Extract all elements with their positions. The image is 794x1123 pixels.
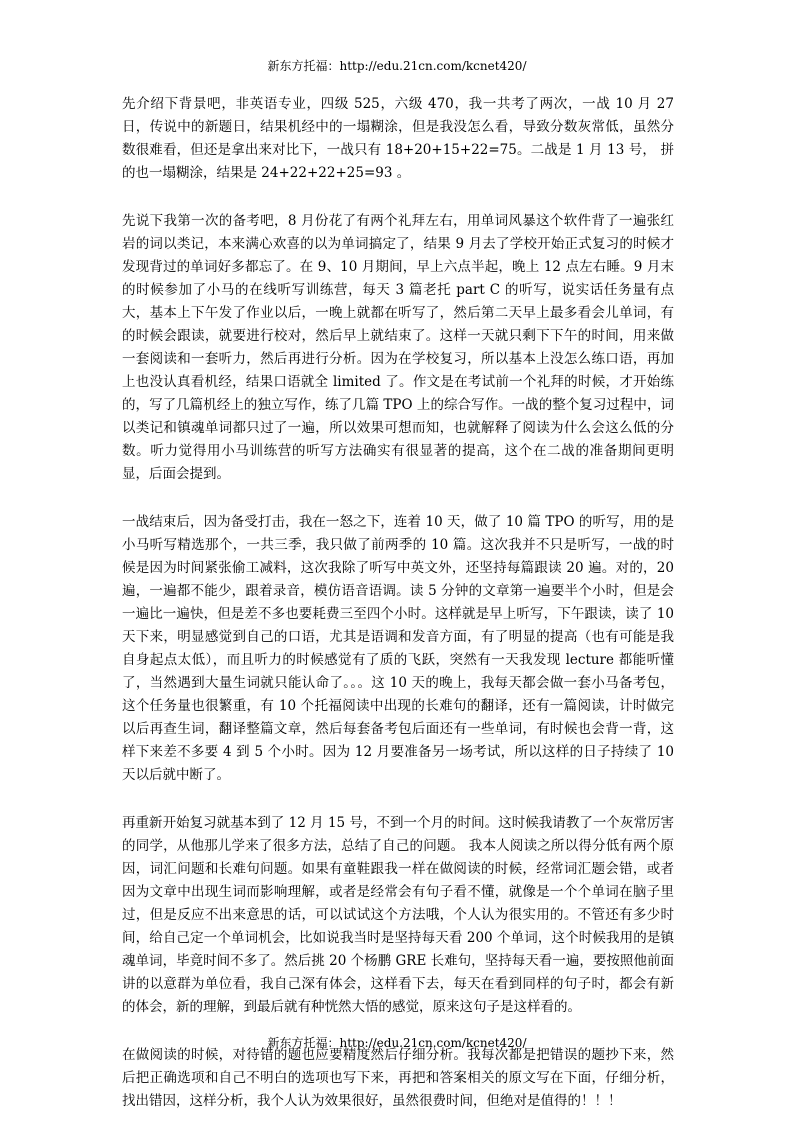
paragraph-first-attempt: 先说下我第一次的备考吧，8 月份花了有两个礼拜左右，用单词风暴这个软件背了一遍张红岩的词以类记，本来满心欢喜的以为单词搞定了，结果 9 月去了学校开始正式复习的时候才发现背过的单词好多都忘了。在 9、10 月期间，早上六点半起，晚上 12 点左右睡。9 月末的时候参加了小马的在线听写训练营，每天 3 篇老托 part C 的听写，说实话任务量有点大，基本上下午发了作业以后，一晚上就都在听写了，然后第二天早上最多看会儿单词，有的时候会跟读，就要进行校对，然后早上就结束了。这样一天就只剩下下午的时间，用来做一套阅读和一套听力，然后再进行分析。因为在学校复习，所以基本上没怎么练口语，再加上也没认真看机经，结果口语就全 limited 了。作文是在考试前一个礼拜的时候，才开始练的，写了几篇机经上的独立写作，练了几篇 TPO 上的综合写作。一战的整个复习过程中，词以类记和镇魂单词都只过了一遍，所以效果可想而知，也就解释了阅读为什么会这么低的分数。听力觉得用小马训练营的听写方法确实有很显著的提高，这个在二战的准备期间更明显，后面会提到。: [122, 213, 674, 482]
paragraph-restart-review: 再重新开始复习就基本到了 12 月 15 号，不到一个月的时间。这时候我请教了一个灰常厉害的同学，从他那儿学来了很多方法，总结了自己的问题。 我本人阅读之所以得分低有两个原因，词汇问题和长难句问题。如果有童鞋跟我一样在做阅读的时候，经常词汇题会错，或者因为文章中出现生词而影响理解，或者是经常会有句子看不懂，就像是一个个单词在脑子里过，但是反应不出来意思的话，可以试试这个方法哦，个人认为很实用的。不管还有多少时间，给自己定一个单词机会，比如说我当时是坚持每天看 200 个单词，这个时候我用的是镇魂单词，毕竟时间不多了。然后挑 20 个杨鹏 GRE 长难句，坚持每天看一遍，要按照他前面讲的以意群为单位看，我自己深有体会，这样看下去，每天在看到同样的句子时，都会有新的体会，新的理解，到最后就有种恍然大悟的感觉，原来这句子是这样看的。: [122, 815, 674, 1015]
page-footer: 新东方托福：http://edu.21cn.com/kcnet420/: [267, 1036, 527, 1050]
paragraph-after-first-attempt: 一战结束后，因为备受打击，我在一怒之下，连着 10 天，做了 10 篇 TPO 的听写，用的是小马听写精选那个，一共三季，我只做了前两季的 10 篇。这次我并不只是听写，一战的时候是因为时间紧张偷工减料，这次我除了听写中英文外，还坚持每篇跟读 20 遍。对的，20 遍，一遍都不能少，跟着录音，模仿语音语调。读 5 分钟的文章第一遍要半个小时，但是会一遍比一遍快，但是差不多也要耗费三至四个小时。这样就是早上听写，下午跟读，读了 10 天下来，明显感觉到自己的口语，尤其是语调和发音方面，有了明显的提高（也有可能是我自身起点太低），而且听力的时候感觉有了质的飞跃，突然有一天我发现 lecture 都能听懂了，当然遇到大量生词就只能认命了。。。这 10 天的晚上，我每天都会做一套小马备考包，这个任务量也很繁重，有 10 个托福阅读中出现的长难句的翻译，还有一篇阅读，计时做完以后再查生词，翻译整篇文章，然后每套备考包后面还有一些单词，有时候也会背一背，这样下来差不多要 4 到 5 个小时。因为 12 月要准备另一场考试，所以这样的日子持续了 10 天以后就中断了。: [122, 514, 674, 783]
paragraph-reading-errors: 在做阅读的时候，对待错的题也应要精度然后仔细分析。我每次都是把错误的题抄下来，然后把正确选项和自己不明白的选项也写下来，再把和答案相关的原文写在下面，仔细分析，找出错因，这样分析，我个人认为效果很好，虽然很费时间，但绝对是值得的！！！: [122, 1047, 674, 1109]
document-body: [122, 93, 674, 1113]
paragraph-background: 先介绍下背景吧，非英语专业，四级 525，六级 470，我一共考了两次，一战 10 月 27 日，传说中的新题日，结果机经中的一塌糊涂，但是我没怎么看，导致分数灰常低，虽然分数很难看，但还是拿出来对比下，一战只有 18+20+15+22=75。二战是 1 月 13 号， 拼的也一塌糊涂，结果是 24+22+22+25=93 。: [122, 96, 674, 181]
page-header: 新东方托福：http://edu.21cn.com/kcnet420/: [267, 59, 527, 73]
